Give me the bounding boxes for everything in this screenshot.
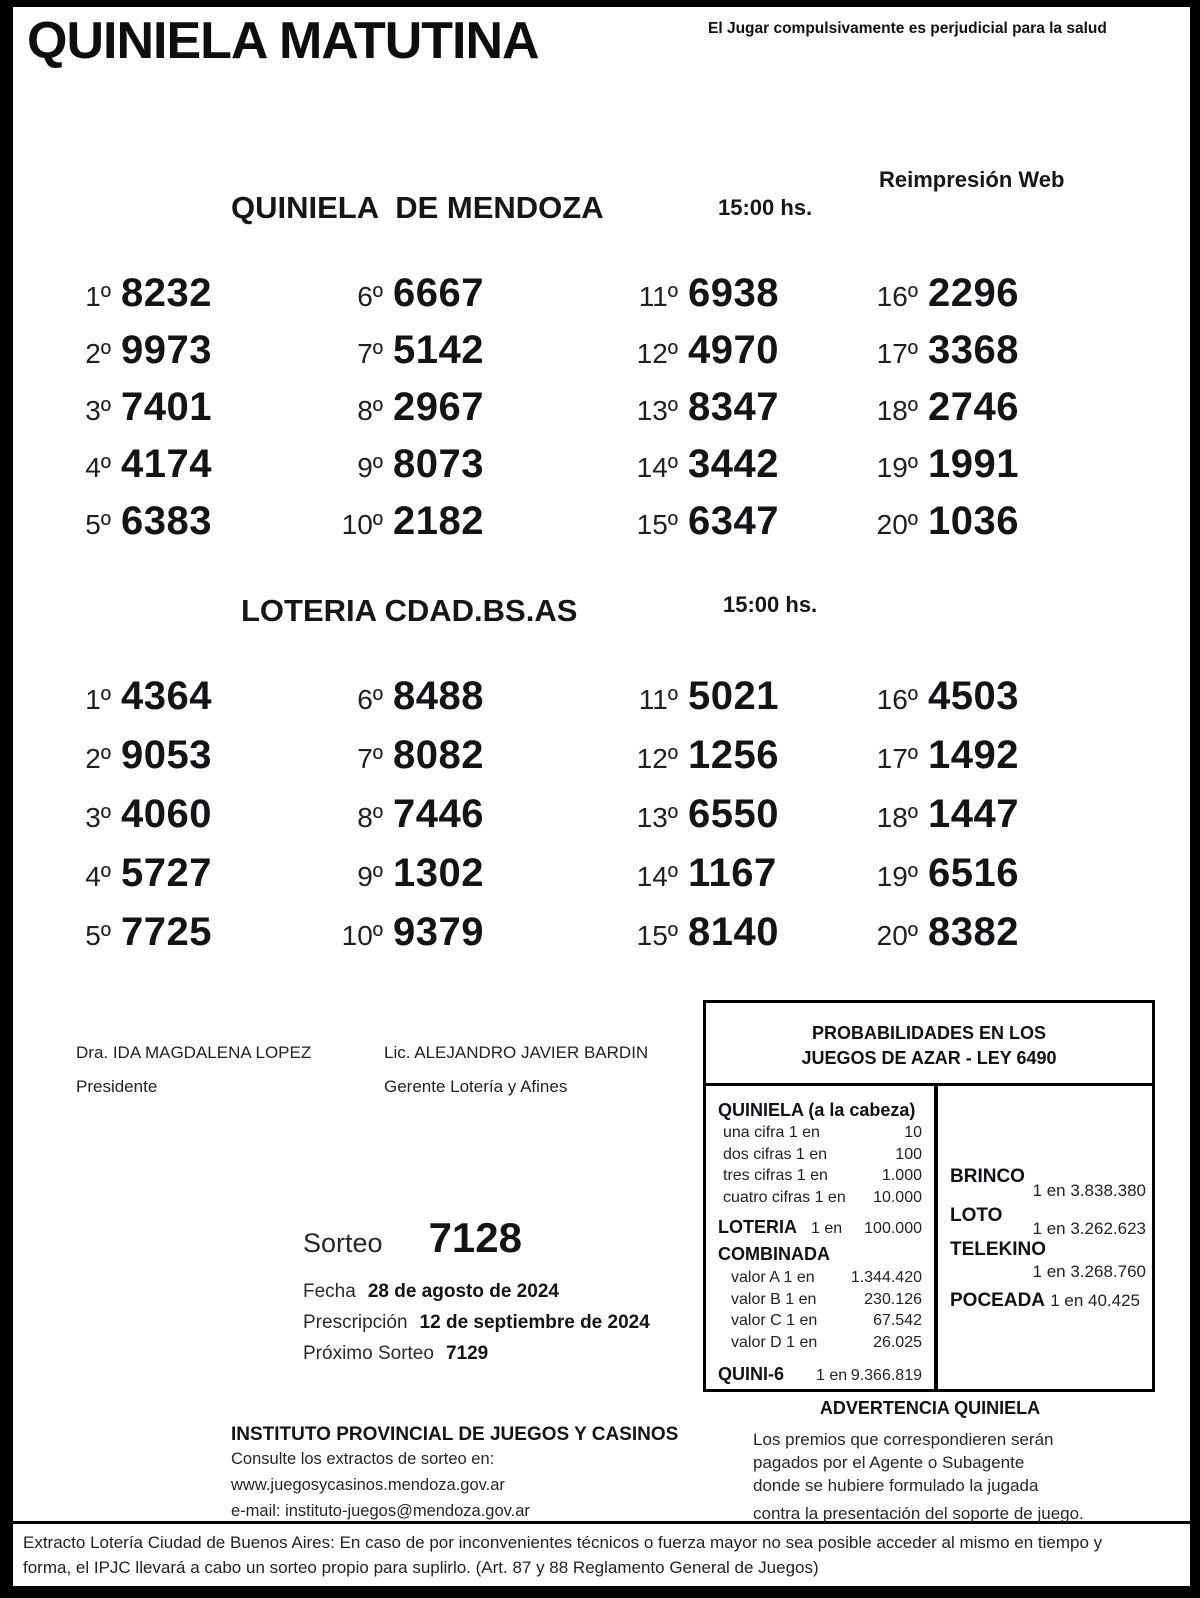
result-number: 6938	[688, 271, 779, 315]
result-position: 17º	[876, 743, 918, 774]
result-position: 3º	[85, 802, 111, 833]
draw-number-value: 7128	[428, 1214, 522, 1261]
draw-next-row: Próximo Sorteo 7129	[303, 1343, 489, 1364]
result-number: 1256	[688, 733, 779, 777]
result-position: 6º	[357, 684, 383, 715]
result-number: 6550	[688, 792, 779, 836]
result-number: 7401	[121, 385, 212, 429]
result-item	[325, 910, 620, 969]
result-item	[53, 910, 325, 969]
result-position: 15º	[636, 509, 678, 540]
result-position: 9º	[357, 861, 383, 892]
result-number: 9053	[121, 733, 212, 777]
result-position: 14º	[636, 861, 678, 892]
result-item	[53, 328, 325, 385]
web-reprint-label: Reimpresión Web	[879, 167, 1065, 192]
quini6-odds-row: QUINI-6 1 en 9.366.819	[718, 1364, 922, 1384]
result-number: 2746	[928, 385, 1019, 429]
result-number: 6516	[928, 851, 1019, 895]
result-position: 11º	[638, 684, 678, 715]
result-number: 9379	[393, 910, 484, 954]
result-position: 1º	[85, 281, 111, 312]
warning-line: donde se hubiere formulado la jugada	[753, 1476, 1039, 1495]
result-item	[860, 385, 1019, 442]
result-position: 4º	[85, 452, 111, 483]
poceada-odds-value: 1 en 40.425	[1050, 1291, 1140, 1310]
probabilities-left-column	[706, 1086, 938, 1389]
bsas-draw-time: 15:00 hs.	[723, 592, 818, 617]
result-number: 1036	[928, 499, 1019, 543]
odds-row: tres cifras 1 en 1.000	[723, 1167, 922, 1184]
result-item	[325, 328, 620, 385]
warning-line: Los premios que correspondieren serán	[753, 1430, 1054, 1449]
result-number: 5142	[393, 328, 484, 372]
draw-date-row: Fecha 28 de agosto de 2024	[303, 1281, 559, 1302]
result-item	[620, 733, 860, 792]
odds-row: valor B 1 en 230.126	[731, 1290, 922, 1308]
brinco-odds-label: BRINCO	[950, 1166, 1025, 1187]
result-position: 10º	[341, 509, 383, 540]
institute-block	[231, 1424, 678, 1524]
result-position: 8º	[357, 802, 383, 833]
result-item	[325, 385, 620, 442]
mendoza-draw-time: 15:00 hs.	[718, 195, 813, 220]
signature-role: Presidente	[76, 1077, 158, 1096]
odds-row: una cifra 1 en 10	[723, 1124, 922, 1141]
brinco-odds-value: 1 en 3.838.380	[1032, 1181, 1146, 1200]
result-item	[53, 851, 325, 910]
result-position: 5º	[85, 920, 111, 951]
result-number: 8082	[393, 733, 484, 777]
odds-row: valor A 1 en 1.344.420	[731, 1269, 922, 1286]
result-number: 8073	[393, 442, 484, 486]
telekino-odds-label: TELEKINO	[950, 1239, 1047, 1260]
institute-website: www.juegosycasinos.mendoza.gov.ar	[231, 1476, 505, 1494]
result-item	[860, 674, 1019, 733]
result-number: 5727	[121, 851, 212, 895]
result-item	[620, 910, 860, 969]
institute-title: INSTITUTO PROVINCIAL DE JUEGOS Y CASINOS	[231, 1424, 679, 1445]
signature-role: Gerente Lotería y Afines	[384, 1077, 568, 1096]
combinada-odds-header: COMBINADA	[718, 1244, 830, 1264]
loto-odds-value: 1 en 3.262.623	[1032, 1219, 1146, 1238]
result-position: 7º	[357, 338, 383, 369]
result-number: 1167	[688, 851, 777, 895]
result-item	[53, 442, 325, 499]
result-item	[860, 271, 1019, 328]
result-item	[620, 271, 860, 328]
result-position: 11º	[638, 281, 678, 312]
draw-number-line	[303, 1214, 650, 1262]
quiniela-odds-rows	[718, 1122, 922, 1208]
result-position: 9º	[357, 452, 383, 483]
result-number: 5021	[688, 674, 779, 718]
draw-number-label: Sorteo	[303, 1228, 383, 1258]
result-item	[325, 674, 620, 733]
result-position: 7º	[357, 743, 383, 774]
bsas-results-grid	[53, 674, 1019, 969]
quiniela-warning-text	[701, 1428, 1159, 1525]
result-number: 8140	[688, 910, 779, 954]
result-position: 2º	[85, 338, 111, 369]
result-item	[325, 851, 620, 910]
loto-odds-label: LOTO	[950, 1205, 1003, 1226]
result-position: 19º	[876, 452, 918, 483]
result-item	[325, 733, 620, 792]
result-item	[620, 328, 860, 385]
result-item	[620, 792, 860, 851]
result-position: 13º	[636, 802, 678, 833]
odds-row: valor C 1 en 67.542	[731, 1312, 922, 1329]
result-item	[325, 499, 620, 556]
combinada-odds-rows	[718, 1267, 922, 1353]
result-number: 6347	[688, 499, 779, 543]
result-item	[620, 499, 860, 556]
quiniela-warning-block	[701, 1398, 1159, 1525]
result-number: 1447	[928, 792, 1019, 836]
result-position: 4º	[85, 861, 111, 892]
result-number: 4503	[928, 674, 1019, 718]
telekino-odds-value: 1 en 3.268.760	[1032, 1262, 1146, 1281]
result-item	[325, 442, 620, 499]
result-item	[53, 385, 325, 442]
result-number: 1492	[928, 733, 1019, 777]
result-position: 16º	[876, 684, 918, 715]
result-item	[325, 271, 620, 328]
result-item	[860, 442, 1019, 499]
bsas-section-title: LOTERIA CDAD.BS.AS	[241, 593, 578, 628]
result-position: 5º	[85, 509, 111, 540]
result-number: 4364	[121, 674, 212, 718]
loteria-odds-row: LOTERIA 1 en 100.000	[718, 1217, 922, 1237]
quiniela-odds-header: QUINIELA (a la cabeza)	[718, 1100, 916, 1120]
result-item	[860, 733, 1019, 792]
footer-line: forma, el IPJC llevará a cabo un sorteo propio para suplirlo. (Art. 87 y 88 Reglamento General de Juegos)	[23, 1558, 819, 1577]
result-item	[53, 792, 325, 851]
result-item	[860, 910, 1019, 969]
result-position: 17º	[876, 338, 918, 369]
signature-name: Dra. IDA MAGDALENA LOPEZ	[76, 1043, 312, 1062]
result-position: 1º	[85, 684, 111, 715]
result-position: 18º	[876, 802, 918, 833]
result-item	[620, 385, 860, 442]
odds-row: cuatro cifras 1 en 10.000	[723, 1188, 922, 1206]
result-number: 7725	[121, 910, 212, 954]
result-item	[620, 442, 860, 499]
result-position: 15º	[636, 920, 678, 951]
result-position: 6º	[357, 281, 383, 312]
footer-line: Extracto Lotería Ciudad de Buenos Aires: En caso de por inconvenientes técnicos o fuerza mayor no sea posible acceder al mismo en tiempo y	[23, 1533, 1103, 1552]
result-number: 7446	[393, 792, 484, 836]
result-number: 3368	[928, 328, 1019, 372]
result-number: 1991	[928, 442, 1019, 486]
result-position: 13º	[636, 395, 678, 426]
result-position: 16º	[876, 281, 918, 312]
signature-manager	[384, 1043, 648, 1097]
institute-email: e-mail: instituto-juegos@mendoza.gov.ar	[231, 1502, 530, 1520]
odds-row: dos cifras 1 en 100	[723, 1145, 922, 1163]
odds-row: valor D 1 en 26.025	[731, 1333, 922, 1351]
warning-line: pagados por el Agente o Subagente	[753, 1453, 1025, 1472]
result-position: 14º	[636, 452, 678, 483]
result-item	[53, 733, 325, 792]
result-item	[53, 271, 325, 328]
probabilities-box	[703, 1000, 1155, 1392]
result-position: 20º	[876, 509, 918, 540]
page-title: QUINIELA MATUTINA	[27, 12, 539, 70]
result-number: 6667	[393, 271, 484, 315]
result-number: 6383	[121, 499, 212, 543]
result-number: 4174	[121, 442, 212, 486]
result-number: 2967	[393, 385, 484, 429]
result-number: 9973	[121, 328, 212, 372]
addiction-warning-text: El Jugar compulsivamente es perjudicial para la salud	[708, 20, 1107, 37]
result-number: 8347	[688, 385, 779, 429]
result-item	[860, 499, 1019, 556]
result-item	[325, 792, 620, 851]
result-number: 8488	[393, 674, 484, 718]
signature-president	[76, 1043, 311, 1097]
mendoza-results-grid	[53, 271, 1019, 556]
draw-prescription-row: Prescripción 12 de septiembre de 2024	[303, 1312, 650, 1333]
result-number: 8232	[121, 271, 212, 315]
result-item	[620, 851, 860, 910]
result-position: 20º	[876, 920, 918, 951]
result-item	[53, 499, 325, 556]
result-item	[860, 328, 1019, 385]
warning-line: contra la presentación del soporte de juego.	[753, 1504, 1084, 1523]
result-number: 4060	[121, 792, 212, 836]
result-position: 18º	[876, 395, 918, 426]
result-number: 2182	[393, 499, 484, 543]
probabilities-right-column	[938, 1086, 1152, 1389]
result-number: 3442	[688, 442, 779, 486]
footer-note	[13, 1521, 1190, 1586]
result-position: 10º	[341, 920, 383, 951]
signature-name: Lic. ALEJANDRO JAVIER BARDIN	[384, 1043, 649, 1062]
result-item	[620, 674, 860, 733]
institute-consult-line: Consulte los extractos de sorteo en:	[231, 1450, 495, 1468]
result-number: 2296	[928, 271, 1019, 315]
result-position: 8º	[357, 395, 383, 426]
result-position: 2º	[85, 743, 111, 774]
result-item	[860, 792, 1019, 851]
result-item	[53, 674, 325, 733]
mendoza-section-title: QUINIELA DE MENDOZA	[231, 190, 604, 225]
result-position: 19º	[876, 861, 918, 892]
poceada-odds-label: POCEADA	[950, 1290, 1046, 1311]
draw-info-block	[303, 1214, 650, 1369]
probabilities-title: PROBABILIDADES EN LOS JUEGOS DE AZAR - LEY 6490	[706, 1003, 1152, 1086]
quiniela-warning-title: ADVERTENCIA QUINIELA	[819, 1398, 1041, 1418]
result-position: 3º	[85, 395, 111, 426]
result-number: 1302	[393, 851, 484, 895]
result-position: 12º	[636, 338, 678, 369]
result-position: 12º	[636, 743, 678, 774]
result-item	[860, 851, 1019, 910]
result-number: 4970	[688, 328, 779, 372]
result-number: 8382	[928, 910, 1019, 954]
